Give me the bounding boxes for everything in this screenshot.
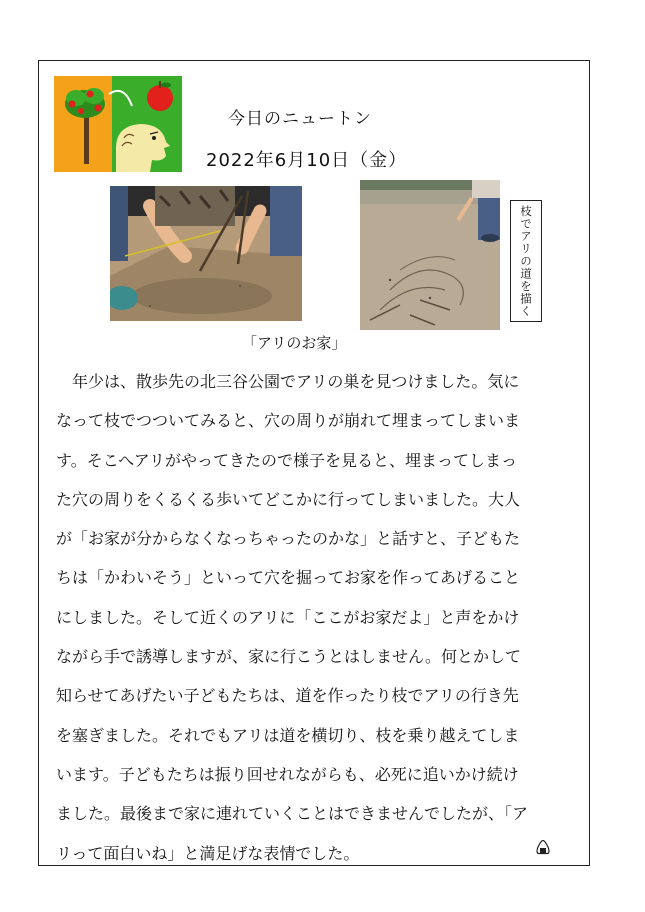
body-line: 知らせてあげたい子どもたちは、道を作ったり枝でアリの行き先 (56, 686, 519, 706)
body-line: リって面白いね」と満足げな表情でした。 (56, 843, 360, 863)
newton-apple-logo (54, 76, 182, 172)
body-line: 年少は、散歩先の北三谷公園でアリの巣を見つけました。気に (56, 372, 520, 391)
onigiri-icon (535, 839, 551, 855)
body-line: た穴の周りをくるくる歩いてどこかに行ってしまいました。大人 (56, 489, 521, 509)
page-title: 今日のニュートン (228, 109, 372, 129)
page-date: 2022年6月10日（金） (206, 150, 408, 171)
body-line: が「お家が分からなくなっちゃったのかな」と話すと、子どもた (56, 529, 521, 549)
article-body (56, 362, 576, 873)
side-caption: 枝でアリの道を描く (510, 200, 542, 322)
body-line: を塞ぎました。それでもアリは道を横切り、枝を乗り越えてしま (56, 725, 520, 745)
body-line: ました。最後まで家に連れていくことはできませんでしたが、「ア (56, 804, 529, 824)
body-line: ながら手で誘導しますが、家に行こうとはしません。何とかして (56, 647, 521, 667)
body-line: ちは「かわいそう」といって穴を掘ってお家を作ってあげること (56, 568, 521, 588)
body-line: なって枝でつついてみると、穴の周りが崩れて埋まってしまいま (56, 411, 521, 431)
body-line: います。子どもたちは振り回せれながらも、必死に追いかけ続け (56, 764, 519, 784)
ant-path-photo (360, 180, 500, 330)
photo-caption: 「アリのお家」 (242, 334, 347, 352)
body-line: す。そこへアリがやってきたので様子を見ると、埋まってしまっ (56, 450, 517, 470)
children-digging-photo (110, 186, 302, 321)
body-line: にしました。そして近くのアリに「ここがお家だよ」と声をかけ (56, 607, 520, 627)
